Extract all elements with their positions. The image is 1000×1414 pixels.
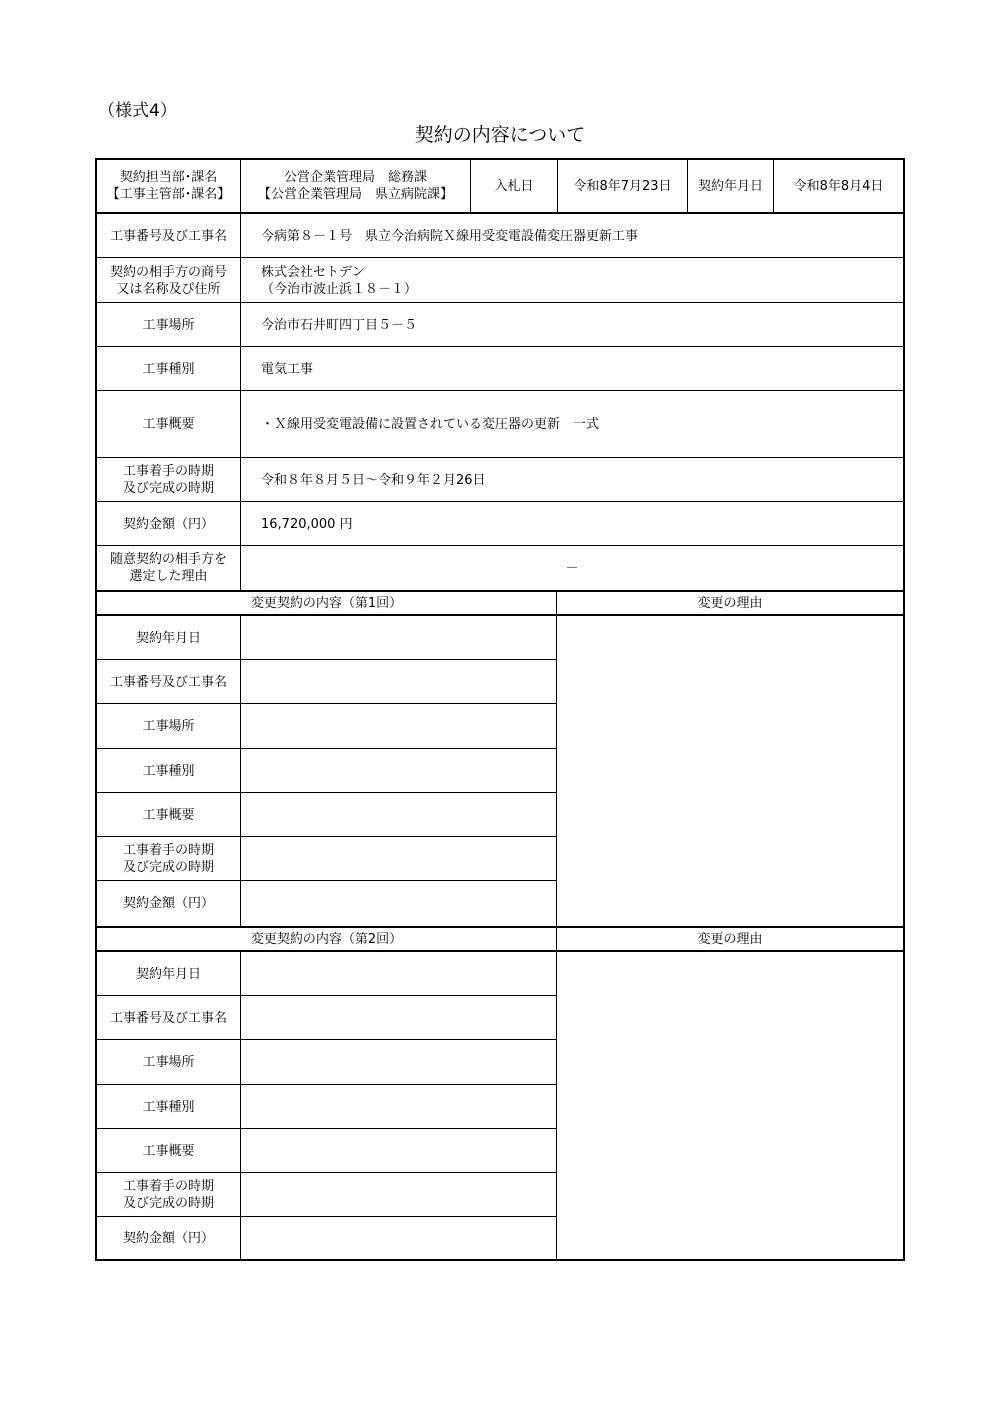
rule (470, 160, 471, 212)
change-1-row-label: 工事概要 (142, 807, 195, 823)
contract-date-value: 令和8年8月4日 (793, 178, 884, 194)
change-2-row-label: 工事着手の時期 及び完成の時期 (122, 1179, 214, 1211)
rule (97, 836, 556, 837)
rule (97, 880, 556, 881)
rule (97, 748, 556, 749)
main-row-label: 工事場所 (142, 317, 195, 333)
rule (97, 659, 556, 660)
change-2-row-label: 工事場所 (142, 1055, 195, 1070)
bid-date-value: 令和8年7月23日 (573, 178, 672, 194)
rule (556, 592, 557, 926)
rule (97, 390, 903, 391)
rule (97, 590, 903, 592)
rule (97, 457, 903, 458)
contract-table (95, 158, 905, 1261)
bid-date-label: 入札日 (494, 178, 534, 194)
rule (97, 1039, 556, 1040)
rule (97, 1216, 556, 1217)
main-row-value: 今治市石井町四丁目５－５ (261, 317, 418, 333)
main-row-value: 令和８年８月５日～令和９年２月26日 (261, 472, 486, 488)
change-1-row-label: 工事種別 (142, 763, 195, 779)
contract-date-label: 契約年月日 (697, 178, 763, 194)
rule (97, 1084, 556, 1085)
change-2-row-label: 工事種別 (142, 1099, 195, 1115)
rule (557, 160, 558, 212)
rule (97, 703, 556, 704)
rule (97, 950, 903, 952)
rule (556, 928, 557, 1259)
main-row-value: 電気工事 (261, 361, 314, 377)
change-1-row-label: 契約金額（円） (122, 895, 214, 911)
change-2-row-label: 契約金額（円） (122, 1230, 214, 1246)
change-2-row-label: 工事番号及び工事名 (109, 1010, 227, 1026)
change-1-reason-header: 変更の理由 (697, 595, 763, 611)
main-row-label: 工事番号及び工事名 (109, 228, 227, 244)
rule (97, 257, 903, 258)
rule (240, 214, 241, 590)
main-row-label: 工事着手の時期 及び完成の時期 (122, 464, 214, 496)
rule (97, 545, 903, 546)
rule (97, 302, 903, 303)
form-number-label: （様式4） (98, 101, 177, 121)
rule (97, 346, 903, 347)
rule (687, 160, 688, 212)
main-row-value: － (565, 560, 579, 576)
rule (240, 160, 241, 212)
change-1-row-label: 工事場所 (142, 719, 195, 734)
main-row-label: 工事種別 (142, 361, 195, 377)
rule (97, 995, 556, 996)
change-1-row-label: 工事着手の時期 及び完成の時期 (122, 843, 214, 875)
change-1-header: 変更契約の内容（第1回） (250, 595, 403, 611)
rule (97, 1128, 556, 1129)
change-2-row-label: 工事概要 (142, 1143, 195, 1159)
main-row-label: 契約の相手方の商号 又は名称及び住所 (109, 264, 227, 297)
rule (97, 501, 903, 502)
rule (97, 1172, 556, 1173)
dept-label: 契約担当部･課名 【工事主管部･課名】 (106, 170, 231, 202)
change-1-row-label: 工事番号及び工事名 (109, 674, 227, 690)
dept-value: 公営企業管理局 総務課 【公営企業管理局 県立病院課】 (257, 170, 453, 202)
rule (240, 952, 241, 1259)
change-1-row-label: 契約年月日 (135, 630, 201, 646)
main-row-value: 16,720,000 円 (261, 516, 353, 532)
change-2-reason-header: 変更の理由 (697, 931, 763, 947)
main-row-label: 契約金額（円） (122, 516, 214, 532)
rule (773, 160, 774, 212)
rule (97, 614, 903, 616)
change-2-row-label: 契約年月日 (135, 966, 201, 982)
main-row-value: ・Ｘ線用受変電設備に設置されている変圧器の更新 一式 (261, 417, 600, 432)
rule (97, 926, 903, 928)
rule (97, 212, 903, 214)
document-title: 契約の内容について (414, 124, 586, 146)
rule (97, 792, 556, 793)
change-2-header: 変更契約の内容（第2回） (250, 931, 403, 947)
main-row-label: 随意契約の相手方を 選定した理由 (109, 552, 227, 584)
main-row-value: 今病第８－１号 県立今治病院Ｘ線用受変電設備変圧器更新工事 (261, 228, 639, 244)
main-row-label: 工事概要 (142, 417, 195, 432)
main-row-value: 株式会社セトデン （今治市波止浜１８－１） (261, 264, 418, 297)
